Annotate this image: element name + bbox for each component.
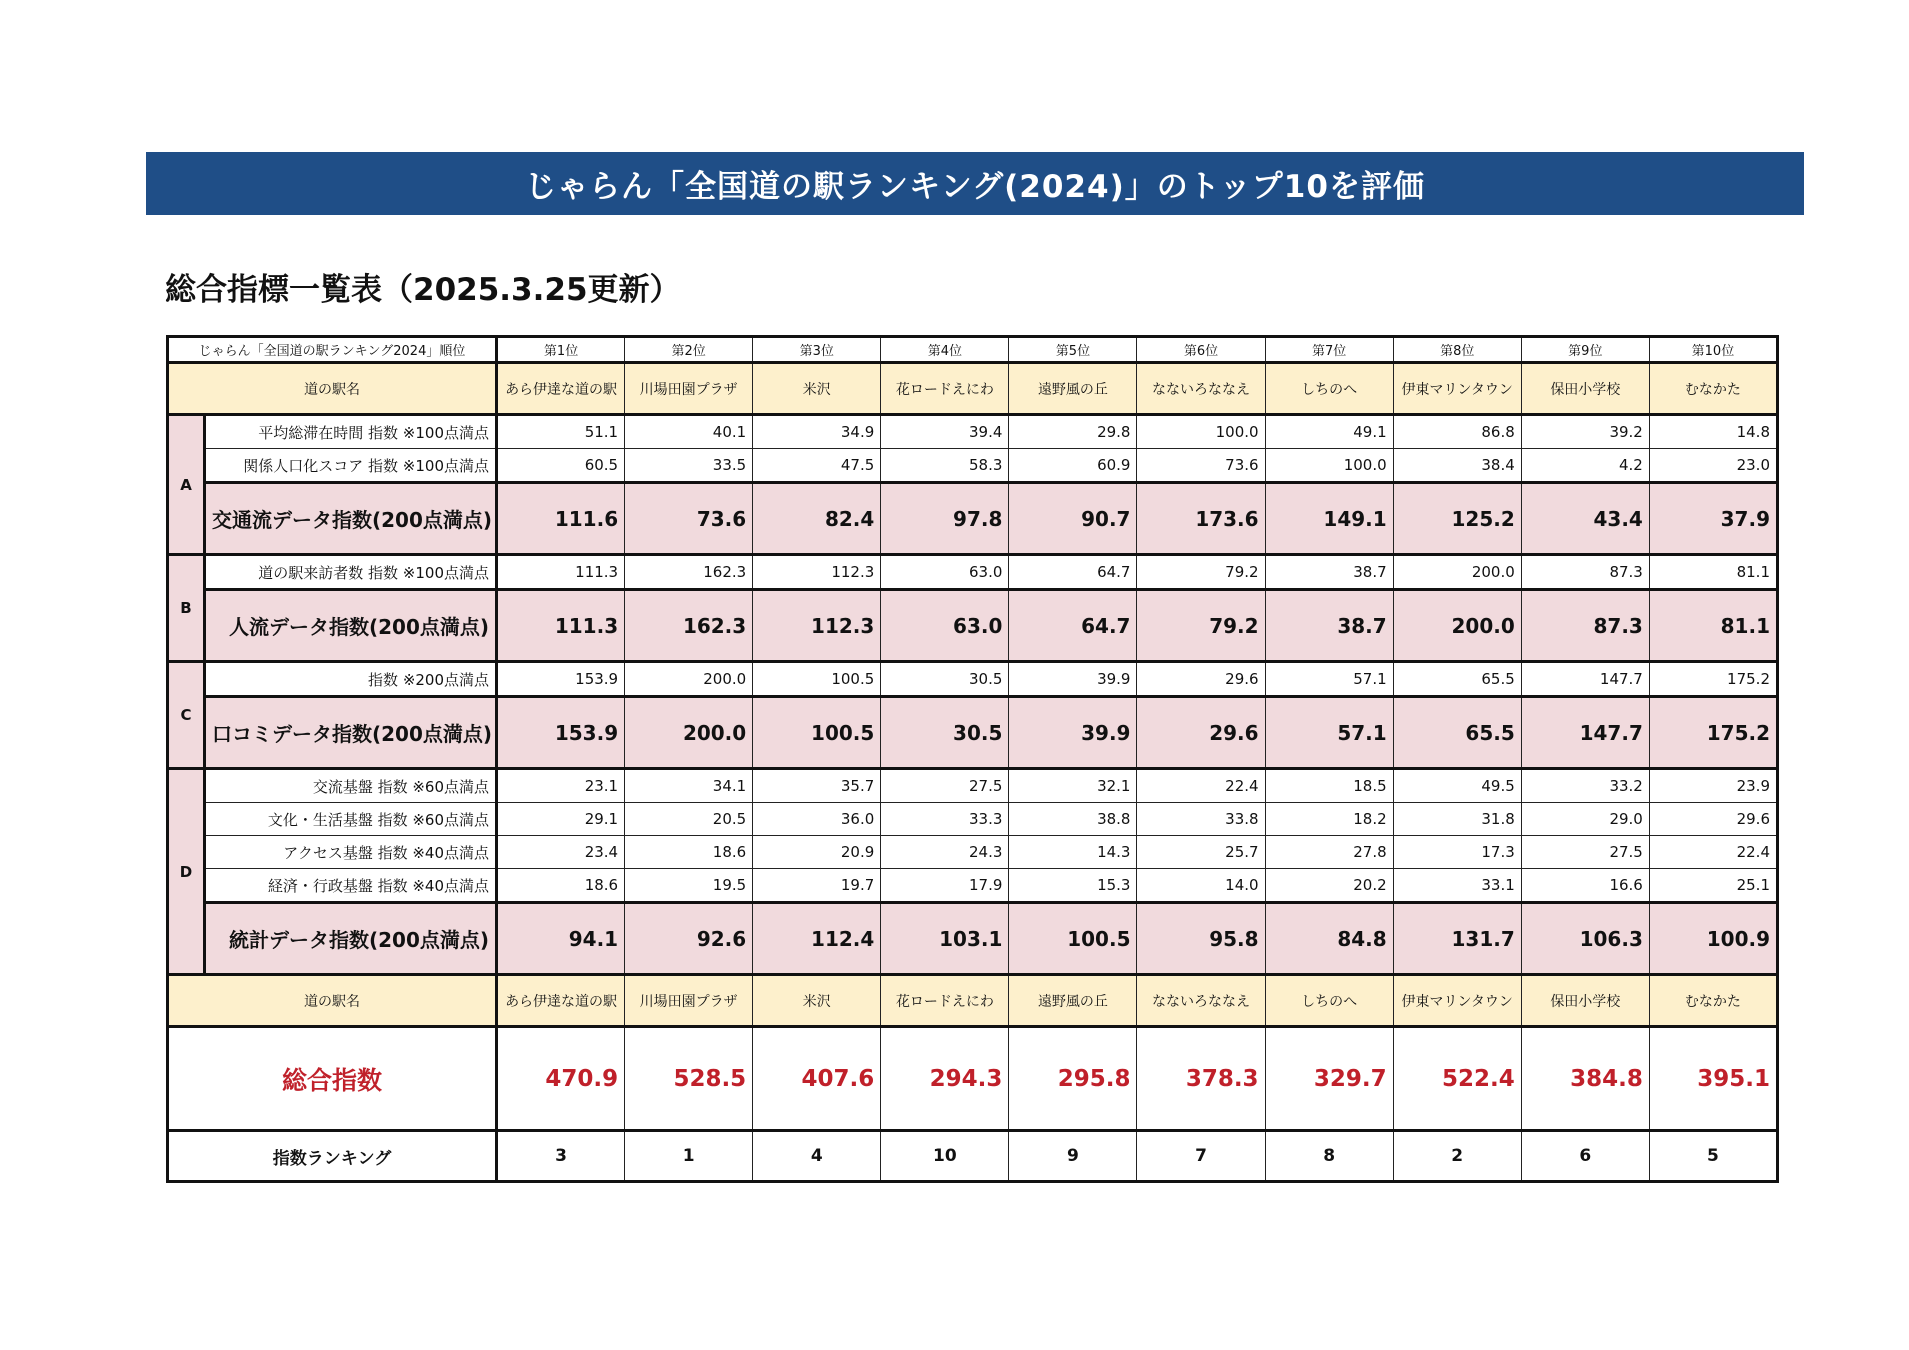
- index-ranking-value: 8: [1265, 1131, 1393, 1182]
- group-total-value: 153.9: [497, 697, 625, 769]
- group-total-value: 39.9: [1009, 697, 1137, 769]
- sub-index-value: 147.7: [1521, 662, 1649, 697]
- index-ranking-value: 5: [1649, 1131, 1777, 1182]
- station-name: 伊東マリンタウン: [1393, 975, 1521, 1027]
- rank-header: 第8位: [1393, 337, 1521, 363]
- station-name: しちのへ: [1265, 975, 1393, 1027]
- station-name-label: 道の駅名: [168, 363, 497, 415]
- index-ranking-value: 10: [881, 1131, 1009, 1182]
- sub-index-row: [168, 662, 1778, 697]
- sub-index-value: 35.7: [753, 769, 881, 803]
- sub-index-value: 23.4: [497, 836, 625, 869]
- sub-index-value: 153.9: [497, 662, 625, 697]
- station-name: 米沢: [753, 363, 881, 415]
- station-name: むなかた: [1649, 363, 1777, 415]
- group-letter: B: [168, 555, 205, 662]
- station-name: なないろななえ: [1137, 975, 1265, 1027]
- group-total-value: 82.4: [753, 483, 881, 555]
- sub-index-value: 15.3: [1009, 869, 1137, 903]
- sub-index-value: 29.6: [1649, 803, 1777, 836]
- station-name: 米沢: [753, 975, 881, 1027]
- station-name: 保田小学校: [1521, 975, 1649, 1027]
- sub-index-value: 18.2: [1265, 803, 1393, 836]
- group-total-value: 112.4: [753, 903, 881, 975]
- sub-index-value: 73.6: [1137, 449, 1265, 483]
- group-total-value: 112.3: [753, 590, 881, 662]
- group-total-value: 200.0: [1393, 590, 1521, 662]
- index-ranking-value: 4: [753, 1131, 881, 1182]
- group-total-label: 人流データ指数(200点満点): [205, 590, 497, 662]
- sub-index-row: [168, 803, 1778, 836]
- station-name: あら伊達な道の駅: [497, 975, 625, 1027]
- index-ranking-value: 3: [497, 1131, 625, 1182]
- sub-index-value: 29.1: [497, 803, 625, 836]
- sub-index-value: 25.7: [1137, 836, 1265, 869]
- index-ranking-value: 1: [625, 1131, 753, 1182]
- sub-index-row: [168, 449, 1778, 483]
- sub-index-value: 79.2: [1137, 555, 1265, 590]
- sub-index-value: 24.3: [881, 836, 1009, 869]
- station-name: しちのへ: [1265, 363, 1393, 415]
- index-table: [166, 335, 1779, 1183]
- sub-index-value: 27.5: [1521, 836, 1649, 869]
- sub-index-value: 100.0: [1265, 449, 1393, 483]
- group-total-value: 95.8: [1137, 903, 1265, 975]
- group-total-value: 94.1: [497, 903, 625, 975]
- sub-index-value: 65.5: [1393, 662, 1521, 697]
- overall-index-value: 528.5: [625, 1027, 753, 1131]
- sub-index-value: 29.0: [1521, 803, 1649, 836]
- sub-index-value: 23.1: [497, 769, 625, 803]
- overall-index-label: 総合指数: [168, 1027, 497, 1131]
- sub-index-value: 20.5: [625, 803, 753, 836]
- sub-index-value: 18.6: [497, 869, 625, 903]
- index-ranking-value: 6: [1521, 1131, 1649, 1182]
- sub-index-value: 38.7: [1265, 555, 1393, 590]
- group-total-label: 口コミデータ指数(200点満点): [205, 697, 497, 769]
- sub-index-value: 33.3: [881, 803, 1009, 836]
- sub-index-value: 60.9: [1009, 449, 1137, 483]
- group-total-value: 90.7: [1009, 483, 1137, 555]
- group-total-value: 162.3: [625, 590, 753, 662]
- overall-index-value: 378.3: [1137, 1027, 1265, 1131]
- station-name: むなかた: [1649, 975, 1777, 1027]
- station-name: 川場田園プラザ: [625, 363, 753, 415]
- sub-index-value: 87.3: [1521, 555, 1649, 590]
- sub-index-value: 18.5: [1265, 769, 1393, 803]
- station-name: 花ロードえにわ: [881, 975, 1009, 1027]
- station-name: 遠野風の丘: [1009, 975, 1137, 1027]
- sub-index-value: 33.1: [1393, 869, 1521, 903]
- index-ranking-value: 7: [1137, 1131, 1265, 1182]
- station-name: 遠野風の丘: [1009, 363, 1137, 415]
- station-name-label: 道の駅名: [168, 975, 497, 1027]
- sub-index-value: 14.8: [1649, 415, 1777, 449]
- rank-header: 第1位: [497, 337, 625, 363]
- group-total-value: 30.5: [881, 697, 1009, 769]
- rank-header: 第5位: [1009, 337, 1137, 363]
- rank-header: 第4位: [881, 337, 1009, 363]
- overall-index-value: 295.8: [1009, 1027, 1137, 1131]
- group-total-value: 63.0: [881, 590, 1009, 662]
- group-total-value: 173.6: [1137, 483, 1265, 555]
- group-total-row: [168, 483, 1778, 555]
- sub-index-value: 111.3: [497, 555, 625, 590]
- sub-index-row: [168, 555, 1778, 590]
- sub-index-value: 57.1: [1265, 662, 1393, 697]
- sub-index-value: 49.5: [1393, 769, 1521, 803]
- sub-index-value: 64.7: [1009, 555, 1137, 590]
- sub-index-label: アクセス基盤 指数 ※40点満点: [205, 836, 497, 869]
- rank-header: 第10位: [1649, 337, 1777, 363]
- sub-index-value: 30.5: [881, 662, 1009, 697]
- station-name: あら伊達な道の駅: [497, 363, 625, 415]
- group-total-value: 149.1: [1265, 483, 1393, 555]
- sub-index-value: 100.5: [753, 662, 881, 697]
- sub-index-value: 38.8: [1009, 803, 1137, 836]
- rank-header: 第3位: [753, 337, 881, 363]
- sub-index-value: 60.5: [497, 449, 625, 483]
- index-ranking-value: 9: [1009, 1131, 1137, 1182]
- group-total-label: 交通流データ指数(200点満点): [205, 483, 497, 555]
- station-name: なないろななえ: [1137, 363, 1265, 415]
- group-total-label: 統計データ指数(200点満点): [205, 903, 497, 975]
- sub-index-value: 112.3: [753, 555, 881, 590]
- sub-index-value: 27.8: [1265, 836, 1393, 869]
- sub-index-value: 29.8: [1009, 415, 1137, 449]
- group-total-row: [168, 697, 1778, 769]
- sub-index-value: 14.3: [1009, 836, 1137, 869]
- group-total-value: 64.7: [1009, 590, 1137, 662]
- station-name-row: [168, 363, 1778, 415]
- subtitle: 総合指標一覧表（2025.3.25更新）: [165, 272, 681, 308]
- sub-index-value: 17.9: [881, 869, 1009, 903]
- sub-index-value: 34.9: [753, 415, 881, 449]
- sub-index-value: 38.4: [1393, 449, 1521, 483]
- sub-index-value: 16.6: [1521, 869, 1649, 903]
- sub-index-value: 25.1: [1649, 869, 1777, 903]
- station-name: 保田小学校: [1521, 363, 1649, 415]
- sub-index-value: 32.1: [1009, 769, 1137, 803]
- sub-index-label: 平均総滞在時間 指数 ※100点満点: [205, 415, 497, 449]
- rank-header: 第2位: [625, 337, 753, 363]
- sub-index-row: [168, 415, 1778, 449]
- group-total-value: 175.2: [1649, 697, 1777, 769]
- rank-header: 第7位: [1265, 337, 1393, 363]
- group-letter: A: [168, 415, 205, 555]
- sub-index-value: 200.0: [625, 662, 753, 697]
- group-total-value: 73.6: [625, 483, 753, 555]
- overall-index-value: 407.6: [753, 1027, 881, 1131]
- rank-header-row: [168, 337, 1778, 363]
- group-total-value: 100.9: [1649, 903, 1777, 975]
- group-total-value: 38.7: [1265, 590, 1393, 662]
- overall-index-value: 395.1: [1649, 1027, 1777, 1131]
- group-total-value: 125.2: [1393, 483, 1521, 555]
- sub-index-value: 86.8: [1393, 415, 1521, 449]
- sub-index-value: 31.8: [1393, 803, 1521, 836]
- rank-header-label: じゃらん「全国道の駅ランキング2024」順位: [168, 337, 497, 363]
- sub-index-value: 20.9: [753, 836, 881, 869]
- group-total-value: 131.7: [1393, 903, 1521, 975]
- sub-index-value: 39.4: [881, 415, 1009, 449]
- group-total-value: 100.5: [753, 697, 881, 769]
- sub-index-value: 27.5: [881, 769, 1009, 803]
- overall-index-value: 294.3: [881, 1027, 1009, 1131]
- group-total-value: 111.3: [497, 590, 625, 662]
- group-total-value: 87.3: [1521, 590, 1649, 662]
- sub-index-value: 58.3: [881, 449, 1009, 483]
- sub-index-row: [168, 769, 1778, 803]
- group-total-value: 81.1: [1649, 590, 1777, 662]
- index-ranking-label: 指数ランキング: [168, 1131, 497, 1182]
- sub-index-row: [168, 869, 1778, 903]
- sub-index-value: 63.0: [881, 555, 1009, 590]
- sub-index-value: 39.9: [1009, 662, 1137, 697]
- group-total-value: 147.7: [1521, 697, 1649, 769]
- group-total-value: 106.3: [1521, 903, 1649, 975]
- group-total-value: 37.9: [1649, 483, 1777, 555]
- overall-index-value: 470.9: [497, 1027, 625, 1131]
- sub-index-value: 33.2: [1521, 769, 1649, 803]
- station-name-row-bottom: [168, 975, 1778, 1027]
- group-total-value: 65.5: [1393, 697, 1521, 769]
- sub-index-label: 交流基盤 指数 ※60点満点: [205, 769, 497, 803]
- sub-index-value: 100.0: [1137, 415, 1265, 449]
- sub-index-value: 4.2: [1521, 449, 1649, 483]
- sub-index-value: 51.1: [497, 415, 625, 449]
- sub-index-label: 指数 ※200点満点: [205, 662, 497, 697]
- sub-index-label: 文化・生活基盤 指数 ※60点満点: [205, 803, 497, 836]
- sub-index-value: 36.0: [753, 803, 881, 836]
- group-total-value: 103.1: [881, 903, 1009, 975]
- group-letter: D: [168, 769, 205, 975]
- banner-title: じゃらん「全国道の駅ランキング(2024)」のトップ10を評価: [146, 152, 1804, 215]
- group-total-value: 57.1: [1265, 697, 1393, 769]
- group-total-value: 92.6: [625, 903, 753, 975]
- sub-index-value: 14.0: [1137, 869, 1265, 903]
- sub-index-label: 経済・行政基盤 指数 ※40点満点: [205, 869, 497, 903]
- group-total-value: 200.0: [625, 697, 753, 769]
- group-total-row: [168, 903, 1778, 975]
- sub-index-value: 175.2: [1649, 662, 1777, 697]
- group-total-value: 29.6: [1137, 697, 1265, 769]
- sub-index-value: 200.0: [1393, 555, 1521, 590]
- rank-header: 第6位: [1137, 337, 1265, 363]
- index-ranking-row: [168, 1131, 1778, 1182]
- group-total-value: 43.4: [1521, 483, 1649, 555]
- rank-header: 第9位: [1521, 337, 1649, 363]
- sub-index-value: 33.5: [625, 449, 753, 483]
- overall-index-value: 384.8: [1521, 1027, 1649, 1131]
- group-total-value: 79.2: [1137, 590, 1265, 662]
- sub-index-value: 23.9: [1649, 769, 1777, 803]
- overall-index-value: 522.4: [1393, 1027, 1521, 1131]
- sub-index-value: 39.2: [1521, 415, 1649, 449]
- group-total-value: 97.8: [881, 483, 1009, 555]
- group-total-value: 100.5: [1009, 903, 1137, 975]
- sub-index-label: 道の駅来訪者数 指数 ※100点満点: [205, 555, 497, 590]
- sub-index-value: 20.2: [1265, 869, 1393, 903]
- sub-index-value: 29.6: [1137, 662, 1265, 697]
- sub-index-value: 19.7: [753, 869, 881, 903]
- sub-index-value: 34.1: [625, 769, 753, 803]
- sub-index-value: 22.4: [1137, 769, 1265, 803]
- sub-index-value: 18.6: [625, 836, 753, 869]
- group-total-row: [168, 590, 1778, 662]
- sub-index-label: 関係人口化スコア 指数 ※100点満点: [205, 449, 497, 483]
- sub-index-value: 162.3: [625, 555, 753, 590]
- group-letter: C: [168, 662, 205, 769]
- overall-index-row: [168, 1027, 1778, 1131]
- sub-index-value: 49.1: [1265, 415, 1393, 449]
- group-total-value: 84.8: [1265, 903, 1393, 975]
- sub-index-value: 47.5: [753, 449, 881, 483]
- overall-index-value: 329.7: [1265, 1027, 1393, 1131]
- sub-index-row: [168, 836, 1778, 869]
- station-name: 花ロードえにわ: [881, 363, 1009, 415]
- sub-index-value: 40.1: [625, 415, 753, 449]
- sub-index-value: 23.0: [1649, 449, 1777, 483]
- sub-index-value: 17.3: [1393, 836, 1521, 869]
- station-name: 伊東マリンタウン: [1393, 363, 1521, 415]
- sub-index-value: 22.4: [1649, 836, 1777, 869]
- sub-index-value: 33.8: [1137, 803, 1265, 836]
- sub-index-value: 81.1: [1649, 555, 1777, 590]
- sub-index-value: 19.5: [625, 869, 753, 903]
- group-total-value: 111.6: [497, 483, 625, 555]
- index-ranking-value: 2: [1393, 1131, 1521, 1182]
- station-name: 川場田園プラザ: [625, 975, 753, 1027]
